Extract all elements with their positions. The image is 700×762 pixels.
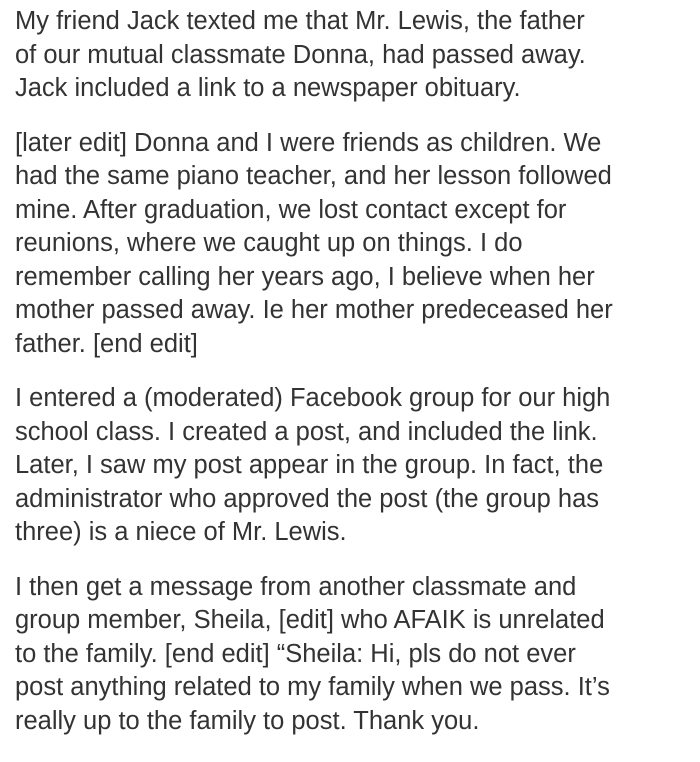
paragraph [15,5,700,106]
text-line: of our mutual classmate Donna, had passed away. [15,40,586,69]
paragraph [15,127,700,362]
paragraph [15,571,700,739]
text-line: school class. I created a post, and included the link. [15,417,598,446]
text-line: My friend Jack texted me that Mr. Lewis, the father [15,7,585,35]
text-line: mine. After graduation, we lost contact except for [15,195,567,224]
text-line: I entered a (moderated) Facebook group for our high [15,384,611,412]
text-line: administrator who approved the post (the group has [15,484,600,513]
text-line: group member, Sheila, [edit] who AFAIK is unrelated [15,606,605,634]
text-line: reunions, where we caught up on things. I do [15,229,523,257]
text-line: Later, I saw my post appear in the group. In fact, the [15,451,604,479]
text-line: remember calling her years ago, I believe when her [15,262,595,291]
text-line: really up to the family to post. Thank you. [15,706,480,735]
text-line: [later edit] Donna and I were friends as children. We [15,128,602,157]
text-line: I then get a message from another classmate and [15,572,577,601]
text-line: post anything related to my family when we pass. It’s [15,673,610,701]
paragraph [15,382,700,550]
text-line: Jack included a link to a newspaper obituary. [15,74,521,102]
text-line: father. [end edit] [15,329,198,358]
text-line: mother passed away. Ie her mother predeceased her [15,296,613,324]
text-line: to the family. [end edit] “Sheila: Hi, pls do not ever [15,639,576,668]
text-line: had the same piano teacher, and her lesson followed [15,162,612,190]
text-line: three) is a niece of Mr. Lewis. [15,518,347,546]
